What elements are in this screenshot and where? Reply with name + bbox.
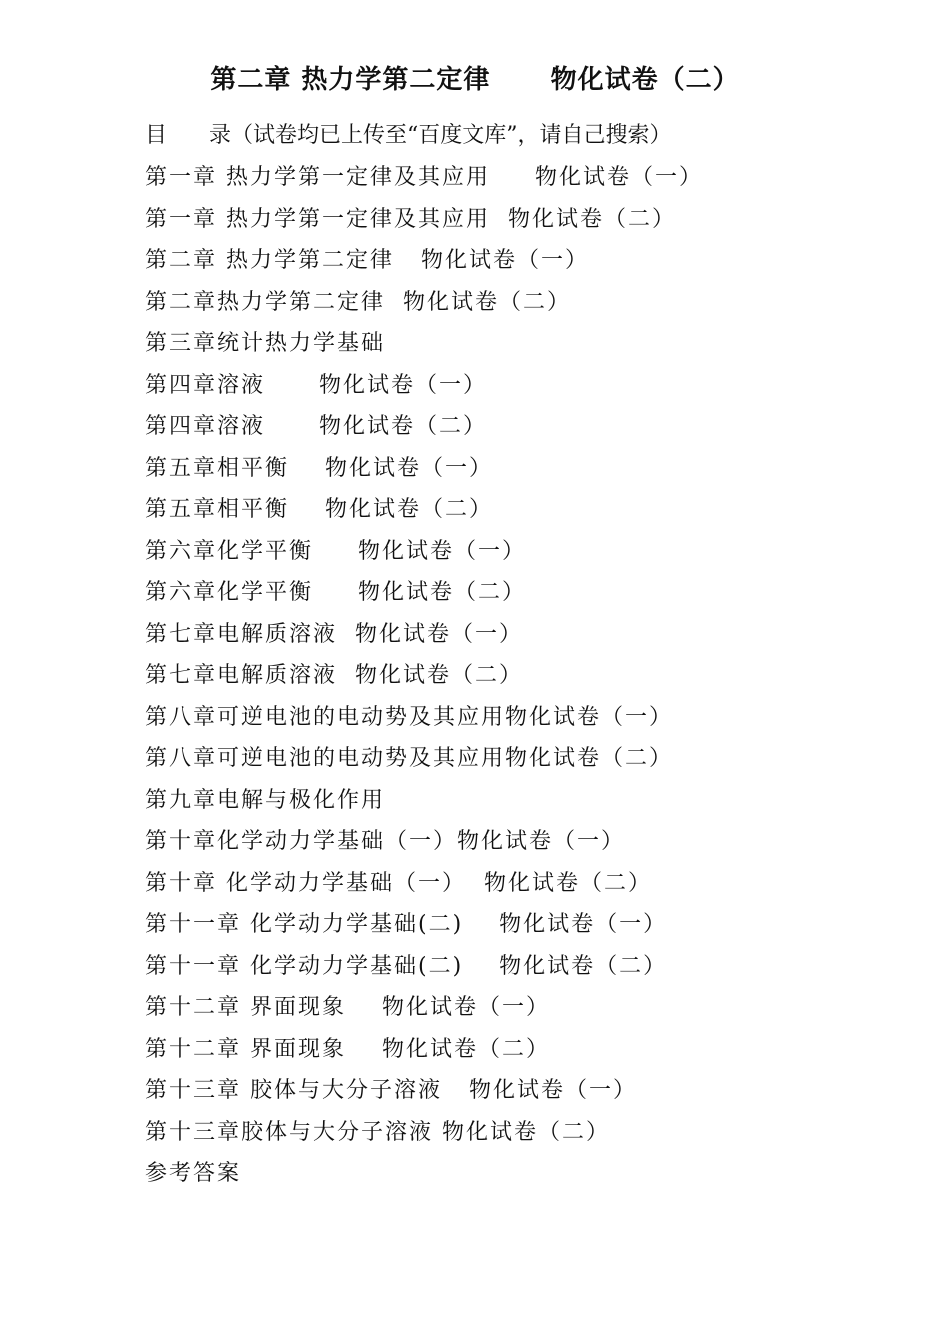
toc-list [145, 157, 703, 1195]
toc-item: 第十二章 界面现象 物化试卷（二） [145, 1036, 550, 1062]
toc-item: 第三章统计热力学基础 [145, 331, 386, 356]
toc-header: 目 录（试卷均已上传至“百度文库”，请自己搜索） [145, 123, 672, 148]
toc-item: 第四章溶液 物化试卷（一） [145, 372, 487, 398]
page-title: 第二章 热力学第二定律 物化试卷（二） [210, 65, 740, 95]
toc-item: 第二章热力学第二定律 物化试卷（二） [145, 289, 571, 315]
toc-item: 第一章 热力学第一定律及其应用 物化试卷（一） [145, 165, 703, 190]
toc-item: 第四章溶液 物化试卷（二） [145, 414, 487, 439]
toc-item: 第九章电解与极化作用 [145, 787, 386, 813]
toc-item: 参考答案 [145, 1161, 242, 1186]
toc-item: 第十三章胶体与大分子溶液 物化试卷（二） [145, 1119, 610, 1145]
toc-item: 第七章电解质溶液 物化试卷（二） [145, 663, 523, 688]
toc-item: 第五章相平衡 物化试卷（二） [145, 497, 493, 522]
toc-item: 第十三章 胶体与大分子溶液 物化试卷（一） [145, 1078, 637, 1103]
toc-item: 第一章 热力学第一定律及其应用 物化试卷（二） [145, 206, 676, 232]
toc-item: 第五章相平衡 物化试卷（一） [145, 455, 493, 481]
toc-item: 第八章可逆电池的电动势及其应用物化试卷（二） [145, 746, 674, 771]
toc-item: 第八章可逆电池的电动势及其应用物化试卷（一） [145, 704, 674, 730]
toc-item: 第十二章 界面现象 物化试卷（一） [145, 995, 550, 1020]
toc-item: 第十一章 化学动力学基础(二) 物化试卷（二） [145, 953, 668, 979]
toc-item: 第二章 热力学第二定律 物化试卷（一） [145, 248, 589, 273]
toc-item: 第六章化学平衡 物化试卷（二） [145, 580, 526, 605]
toc-item: 第十章化学动力学基础（一）物化试卷（一） [145, 829, 626, 854]
toc-item: 第十一章 化学动力学基础(二) 物化试卷（一） [145, 912, 668, 937]
toc-item: 第十章 化学动力学基础（一） 物化试卷（二） [145, 870, 652, 896]
toc-item: 第六章化学平衡 物化试卷（一） [145, 538, 526, 564]
toc-item: 第七章电解质溶液 物化试卷（一） [145, 621, 523, 647]
